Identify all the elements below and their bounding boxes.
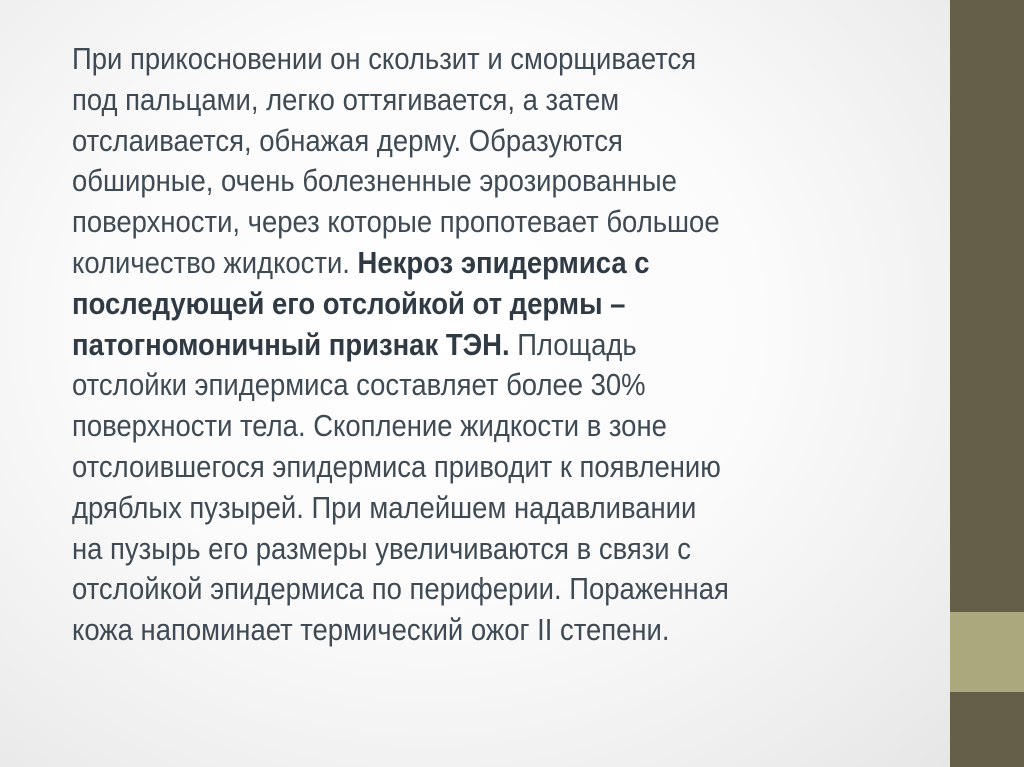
text-line [72, 610, 819, 651]
sidebar-decoration-bottom [950, 692, 1024, 767]
text-line [72, 121, 819, 162]
text-run: дряблых пузырей. При малейшем надавливании [72, 490, 697, 525]
text-line [72, 80, 819, 121]
text-run: поверхности тела. Скопление жидкости в зоне [72, 409, 667, 444]
text-run: количество жидкости. [72, 245, 358, 280]
text-line [72, 161, 819, 202]
text-run: При прикосновении он скользит и сморщивается [72, 42, 697, 76]
text-line [72, 284, 819, 325]
text-line [72, 202, 819, 243]
text-run: отслаивается, обнажая дерму. Образуются [72, 123, 623, 158]
text-line [72, 365, 819, 406]
bold-text-run: патогномоничный признак ТЭН. [72, 327, 510, 362]
text-run: отслойкой эпидермиса по периферии. Пораженная [72, 572, 729, 607]
text-run: кожа напоминает термический ожог II степени. [72, 613, 670, 648]
text-run: поверхности, через которые пропотевает большое [72, 205, 720, 240]
text-line [72, 529, 819, 570]
sidebar-decoration-top [950, 0, 1024, 612]
text-run: на пузырь его размеры увеличиваются в связи с [72, 531, 691, 566]
text-line [72, 406, 819, 447]
text-line [72, 447, 819, 488]
sidebar-decoration-accent [950, 612, 1024, 692]
text-line [72, 569, 819, 610]
text-run: под пальцами, легко оттягивается, а затем [72, 82, 620, 117]
text-line [72, 243, 819, 284]
text-run: Площадь [509, 327, 637, 362]
bold-text-run: Некроз эпидермиса с [357, 245, 650, 280]
slide-body-text [72, 39, 819, 651]
text-run: отслоившегося эпидермиса приводит к появлению [72, 449, 721, 484]
text-line [72, 325, 819, 366]
text-run: обширные, очень болезненные эрозированные [72, 164, 677, 199]
text-line [72, 488, 819, 529]
text-line [72, 39, 819, 80]
text-run: отслойки эпидермиса составляет более 30% [72, 368, 646, 403]
bold-text-run: последующей его отслойкой от дермы – [72, 286, 626, 321]
